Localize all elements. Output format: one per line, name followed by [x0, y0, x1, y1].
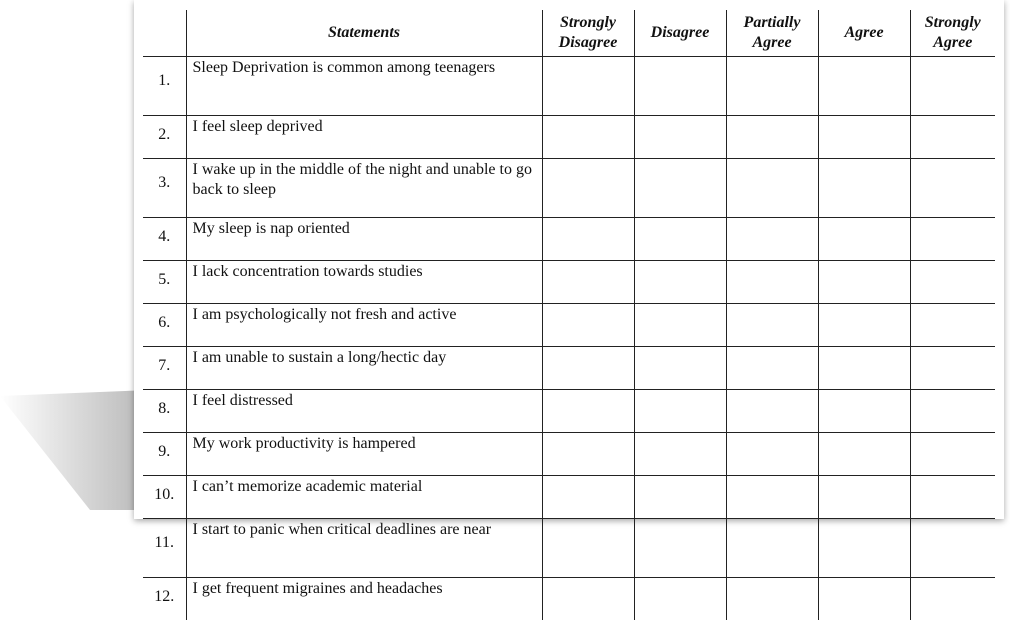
row-number: 2. — [143, 116, 186, 159]
header-partially-agree: Partially Agree — [726, 10, 818, 57]
response-cell[interactable] — [726, 159, 818, 218]
header-strongly-agree: Strongly Agree — [910, 10, 995, 57]
page-shadow — [0, 390, 150, 510]
response-cell[interactable] — [818, 519, 910, 578]
row-statement: Sleep Deprivation is common among teenagers — [186, 57, 542, 116]
response-cell[interactable] — [910, 476, 995, 519]
row-statement: My work productivity is hampered — [186, 433, 542, 476]
row-number: 4. — [143, 218, 186, 261]
response-cell[interactable] — [634, 519, 726, 578]
header-agree: Agree — [818, 10, 910, 57]
response-cell[interactable] — [634, 218, 726, 261]
response-cell[interactable] — [818, 304, 910, 347]
row-number: 12. — [143, 578, 186, 620]
response-cell[interactable] — [634, 433, 726, 476]
response-cell[interactable] — [818, 261, 910, 304]
row-statement: I am psychologically not fresh and active — [186, 304, 542, 347]
response-cell[interactable] — [634, 390, 726, 433]
table-row — [143, 304, 995, 347]
row-statement: I am unable to sustain a long/hectic day — [186, 347, 542, 390]
header-row — [143, 10, 995, 57]
response-cell[interactable] — [726, 519, 818, 578]
response-cell[interactable] — [542, 433, 634, 476]
response-cell[interactable] — [542, 57, 634, 116]
response-cell[interactable] — [818, 476, 910, 519]
row-number: 11. — [143, 519, 186, 578]
row-statement: I get frequent migraines and headaches — [186, 578, 542, 620]
response-cell[interactable] — [910, 261, 995, 304]
response-cell[interactable] — [726, 476, 818, 519]
row-number: 1. — [143, 57, 186, 116]
row-statement: I can’t memorize academic material — [186, 476, 542, 519]
response-cell[interactable] — [818, 159, 910, 218]
response-cell[interactable] — [910, 116, 995, 159]
response-cell[interactable] — [910, 159, 995, 218]
header-statements: Statements — [186, 10, 542, 57]
response-cell[interactable] — [542, 116, 634, 159]
response-cell[interactable] — [726, 433, 818, 476]
response-cell[interactable] — [542, 390, 634, 433]
likert-table — [143, 10, 995, 620]
table-row — [143, 476, 995, 519]
row-number: 8. — [143, 390, 186, 433]
response-cell[interactable] — [726, 57, 818, 116]
response-cell[interactable] — [726, 261, 818, 304]
table-row — [143, 159, 995, 218]
response-cell[interactable] — [910, 57, 995, 116]
response-cell[interactable] — [910, 304, 995, 347]
response-cell[interactable] — [542, 347, 634, 390]
table-row — [143, 57, 995, 116]
response-cell[interactable] — [818, 57, 910, 116]
response-cell[interactable] — [634, 159, 726, 218]
response-cell[interactable] — [634, 261, 726, 304]
response-cell[interactable] — [542, 578, 634, 620]
row-number: 5. — [143, 261, 186, 304]
table-row — [143, 578, 995, 620]
row-number: 9. — [143, 433, 186, 476]
header-disagree: Disagree — [634, 10, 726, 57]
response-cell[interactable] — [542, 159, 634, 218]
response-cell[interactable] — [542, 519, 634, 578]
response-cell[interactable] — [634, 116, 726, 159]
response-cell[interactable] — [818, 116, 910, 159]
response-cell[interactable] — [634, 304, 726, 347]
response-cell[interactable] — [910, 433, 995, 476]
response-cell[interactable] — [634, 57, 726, 116]
table-row — [143, 347, 995, 390]
row-statement: I start to panic when critical deadlines are near — [186, 519, 542, 578]
response-cell[interactable] — [634, 347, 726, 390]
row-statement: I lack concentration towards studies — [186, 261, 542, 304]
header-number — [143, 10, 186, 57]
response-cell[interactable] — [726, 304, 818, 347]
table-row — [143, 390, 995, 433]
table-row — [143, 519, 995, 578]
response-cell[interactable] — [818, 433, 910, 476]
table-row — [143, 218, 995, 261]
header-strongly-disagree: Strongly Disagree — [542, 10, 634, 57]
response-cell[interactable] — [542, 476, 634, 519]
response-cell[interactable] — [818, 578, 910, 620]
response-cell[interactable] — [910, 519, 995, 578]
survey-card — [134, 0, 1004, 519]
table-row — [143, 116, 995, 159]
row-number: 6. — [143, 304, 186, 347]
response-cell[interactable] — [910, 218, 995, 261]
table-row — [143, 433, 995, 476]
response-cell[interactable] — [726, 347, 818, 390]
table-body — [143, 57, 995, 620]
row-statement: I wake up in the middle of the night and unable to go back to sleep — [186, 159, 542, 218]
response-cell[interactable] — [726, 578, 818, 620]
row-number: 3. — [143, 159, 186, 218]
response-cell[interactable] — [634, 578, 726, 620]
row-statement: I feel sleep deprived — [186, 116, 542, 159]
row-statement: I feel distressed — [186, 390, 542, 433]
response-cell[interactable] — [542, 261, 634, 304]
response-cell[interactable] — [634, 476, 726, 519]
response-cell[interactable] — [726, 390, 818, 433]
response-cell[interactable] — [910, 390, 995, 433]
response-cell[interactable] — [910, 578, 995, 620]
row-number: 7. — [143, 347, 186, 390]
response-cell[interactable] — [818, 390, 910, 433]
row-statement: My sleep is nap oriented — [186, 218, 542, 261]
response-cell[interactable] — [542, 218, 634, 261]
response-cell[interactable] — [910, 347, 995, 390]
response-cell[interactable] — [726, 218, 818, 261]
response-cell[interactable] — [818, 347, 910, 390]
table-row — [143, 261, 995, 304]
row-number: 10. — [143, 476, 186, 519]
response-cell[interactable] — [726, 116, 818, 159]
response-cell[interactable] — [818, 218, 910, 261]
response-cell[interactable] — [542, 304, 634, 347]
